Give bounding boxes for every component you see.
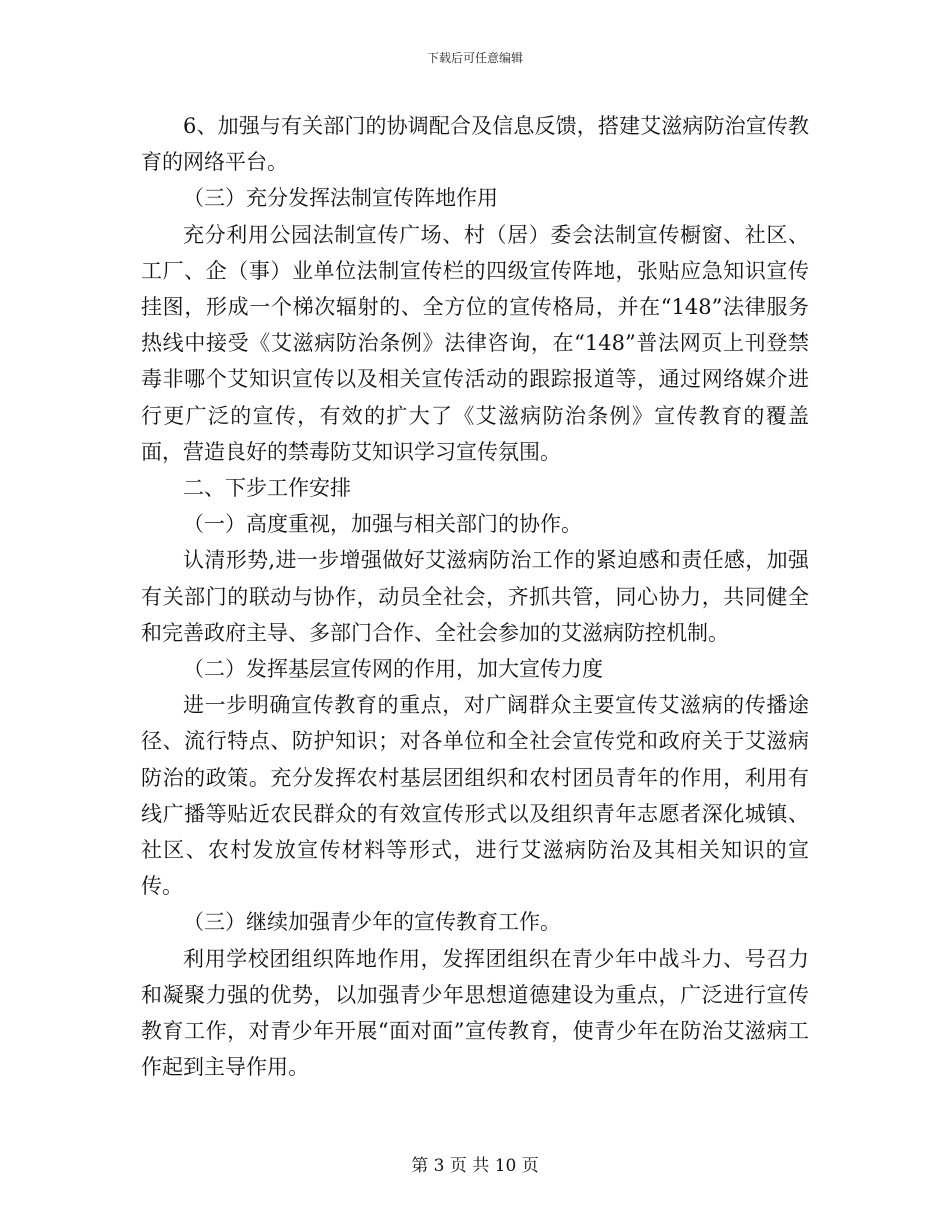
document-body [141,108,809,1085]
page-number: 第 3 页 共 10 页 [411,1156,539,1176]
heading-youth-education: （三）继续加强青少年的宣传教育工作。 [183,910,561,935]
heading-next-steps: 二、下步工作安排 [183,476,351,501]
paragraph-youth-education: 利用学校团组织阵地作用，发挥团组织在青少年中战斗力、号召力和凝聚力强的优势，以加强青少年思想道德建设为重点，广泛进行宣传教育工作，对青少年开展“面对面”宣传教育，使青少年在防治艾滋病工作起到主导作用。 [141,946,809,1080]
paragraph-coordination: 6、加强与有关部门的协调配合及信息反馈，搭建艾滋病防治宣传教育的网络平台。 [141,114,809,175]
heading-grassroots: （二）发挥基层宣传网的作用，加大宣传力度 [183,657,603,682]
heading-cooperation: （一）高度重视，加强与相关部门的协作。 [183,512,582,537]
paragraph-legal-publicity: 充分利用公园法制宣传广场、村（居）委会法制宣传橱窗、社区、工厂、企（事）业单位法制宣传栏的四级宣传阵地，张贴应急知识宣传挂图，形成一个梯次辐射的、全方位的宣传格局，并在“148”法律服务热线中接受《艾滋病防治条例》法律咨询，在“148”普法网页上刊登禁毒非哪个艾知识宣传以及相关宣传活动的跟踪报道等，通过网络媒介进行更广泛的宣传，有效的扩大了《艾滋病防治条例》宣传教育的覆盖面，营造良好的禁毒防艾知识学习宣传氛围。 [141,222,809,464]
page-header: 下载后可任意编辑 [426,51,523,65]
paragraph-cooperation: 认清形势,进一步增强做好艾滋病防治工作的紧迫感和责任感，加强有关部门的联动与协作，动员全社会，齐抓共管，同心协力，共同健全和完善政府主导、多部门合作、全社会参加的艾滋病防控机制。 [141,548,809,645]
heading-legal-publicity: （三）充分发挥法制宣传阵地作用 [183,186,498,211]
paragraph-grassroots: 进一步明确宣传教育的重点，对广阔群众主要宣传艾滋病的传播途径、流行特点、防护知识；对各单位和全社会宣传党和政府关于艾滋病防治的政策。充分发挥农村基层团组织和农村团员青年的作用，利用有线广播等贴近农民群众的有效宣传形式以及组织青年志愿者深化城镇、社区、农村发放宣传材料等形式，进行艾滋病防治及其相关知识的宣传。 [141,693,809,899]
